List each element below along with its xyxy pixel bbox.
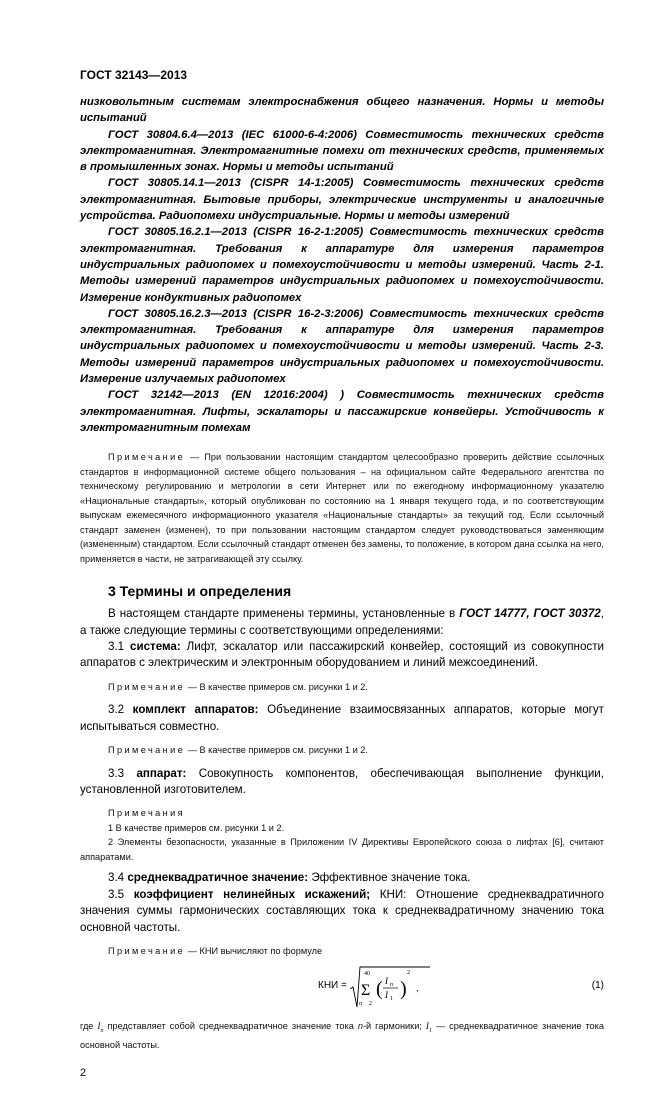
note-label: Примечание <box>108 745 186 756</box>
term-3-2: 3.2 комплект аппаратов: Объединение взаимосвязанных аппаратов, которые могут испытываться совместно. <box>80 703 604 733</box>
note-text: — При пользовании настоящим стандартом целесообразно проверить действие ссылочных стандартов в информационной системе общего пользования – на официальном сайте Федерального агентства по техническому регулированию и метрологии в сети Интернет или по ежегодному информационному указателю «Национальные стандарты», который опубликован по состоянию на 1 января текущего года, и по соответствующим выпускам ежемесячного информационного указателя «Национальные стандарты» за текущий год. Если ссылочный стандарт заменен (изменен), то при пользовании настоящим стандартом следует руководствоваться заменяющим (измененным) стандартом. Если ссылочный стандарт отменен без замены, то положение, в котором дана ссылка на него, применяется в части, не затрагивающей эту ссылку. <box>80 452 604 564</box>
svg-text:,: , <box>416 982 419 993</box>
svg-text:1: 1 <box>390 995 393 1002</box>
reference-item: ГОСТ 30805.16.2.3—2013 (CISPR 16-2-3:2006) Совместимость технических средств электромагнитная. Требования к аппаратуре для измерения параметров индустриальных радиопомех и помехоустойчивости и методы измерений. Часть 2-3. Методы измерений параметров индустриальных радиопомех и помехоустойчивости. Измерение излучаемых радиопомех <box>80 307 604 386</box>
svg-text:n: n <box>390 981 393 988</box>
svg-text:): ) <box>400 977 407 1000</box>
svg-text:Σ: Σ <box>361 981 371 999</box>
section-title: 3 Термины и определения <box>108 583 292 600</box>
note-label: Примечание <box>108 946 186 957</box>
reference-item: ГОСТ 30804.6.4—2013 (IEC 61000-6-4:2006) Совместимость технических средств электромагнитная. Электромагнитные помехи от технических средств, применяемых в промышленных зонах. Нормы и методы испытаний <box>80 128 604 174</box>
svg-text:(: ( <box>376 977 383 1000</box>
formula-explanation: где $I_n$ представляет собой среднеквадратичное значение тока n-й гармоники; $I_1$ — среднеквадратичное значение тока основной частоты. <box>80 1020 604 1050</box>
page-column <box>80 0 604 1110</box>
note-item: 2 Элементы безопасности, указанные в Приложении IV Директивы Европейского союза о лифтах [6], считают аппаратами. <box>80 837 604 862</box>
intro-refs: ГОСТ 14777, ГОСТ 30372 <box>459 607 601 621</box>
thd-formula <box>80 965 604 1011</box>
term-3-4: 3.4 среднеквадратичное значение: Эффективное значение тока. <box>108 871 471 885</box>
intro-text-end: , а также следующие термины с соответствующими определениями: <box>80 607 604 637</box>
note-text: — КНИ вычисляют по формуле <box>187 946 323 957</box>
reference-continuation: низковольтным системам электроснабжения общего назначения. Нормы и методы испытаний <box>80 96 604 125</box>
notes-label: Примечания <box>108 808 186 819</box>
section-3 <box>80 582 604 958</box>
formula-lhs: КНИ = <box>318 979 347 991</box>
svg-text:2: 2 <box>407 969 410 976</box>
references-note <box>80 450 604 566</box>
svg-text:2: 2 <box>369 1000 372 1007</box>
note-label: Примечание <box>108 452 186 463</box>
svg-text:I: I <box>385 975 388 986</box>
svg-text:40: 40 <box>364 970 370 977</box>
reference-item: ГОСТ 32142—2013 (EN 12016:2004) ) Совместимость технических средств электромагнитная. Лифты, эскалаторы и пассажирские конвейеры. Устойчивость к электромагнитным помехам <box>80 389 604 434</box>
formula-number: (1) <box>591 979 604 991</box>
document-header: ГОСТ 32143—2013 <box>80 68 188 82</box>
reference-item: ГОСТ 30805.16.2.1—2013 (CISPR 16-2-1:2005) Совместимость технических средств электромагнитная. Требования к аппаратуре для измерения параметров индустриальных радиопомех и помехоустойчивости и методы измерений. Часть 2-1. Методы измерений параметров индустриальных радиопомех и помехоустойчивости. Измерение кондуктивных радиопомех <box>80 226 604 304</box>
reference-item: ГОСТ 30805.14.1—2013 (CISPR 14-1:2005) Совместимость технических средств электромагнитная. Бытовые приборы, электрические инструменты и аналогичные устройства. Радиопомехи индустриальные. Нормы и методы измерений <box>80 177 604 223</box>
note-item: 1 В качестве примеров см. рисунки 1 и 2. <box>108 822 285 833</box>
term-3-5: 3.5 коэффициент нелинейных искажений; КНИ: Отношение среднеквадратичного значения суммы гармонических составляющих тока к среднеквадратичному значению тока основной частоты. <box>80 887 604 934</box>
svg-text:I: I <box>385 989 388 1000</box>
note-label: Примечание <box>108 681 186 692</box>
term-3-1: 3.1 система: Лифт, эскалатор или пассажирский конвейер, состоящий из совокупности аппаратов с электрическим и электронным оборудованием и линий межсоединений. <box>80 640 604 670</box>
page-number: 2 <box>80 1067 87 1080</box>
svg-text:n: n <box>359 1000 362 1007</box>
intro-text: В настоящем стандарте применены термины, установленные в <box>108 607 460 621</box>
term-3-3: 3.3 аппарат: Совокупность компонентов, обеспечивающая выполнение функции, установленной изготовителем. <box>80 766 604 797</box>
note-text: — В качестве примеров см. рисунки 1 и 2. <box>187 745 368 756</box>
formula-sqrt-sum <box>350 965 450 1009</box>
note-text: — В качестве примеров см. рисунки 1 и 2. <box>187 681 368 692</box>
normative-references <box>80 94 604 436</box>
